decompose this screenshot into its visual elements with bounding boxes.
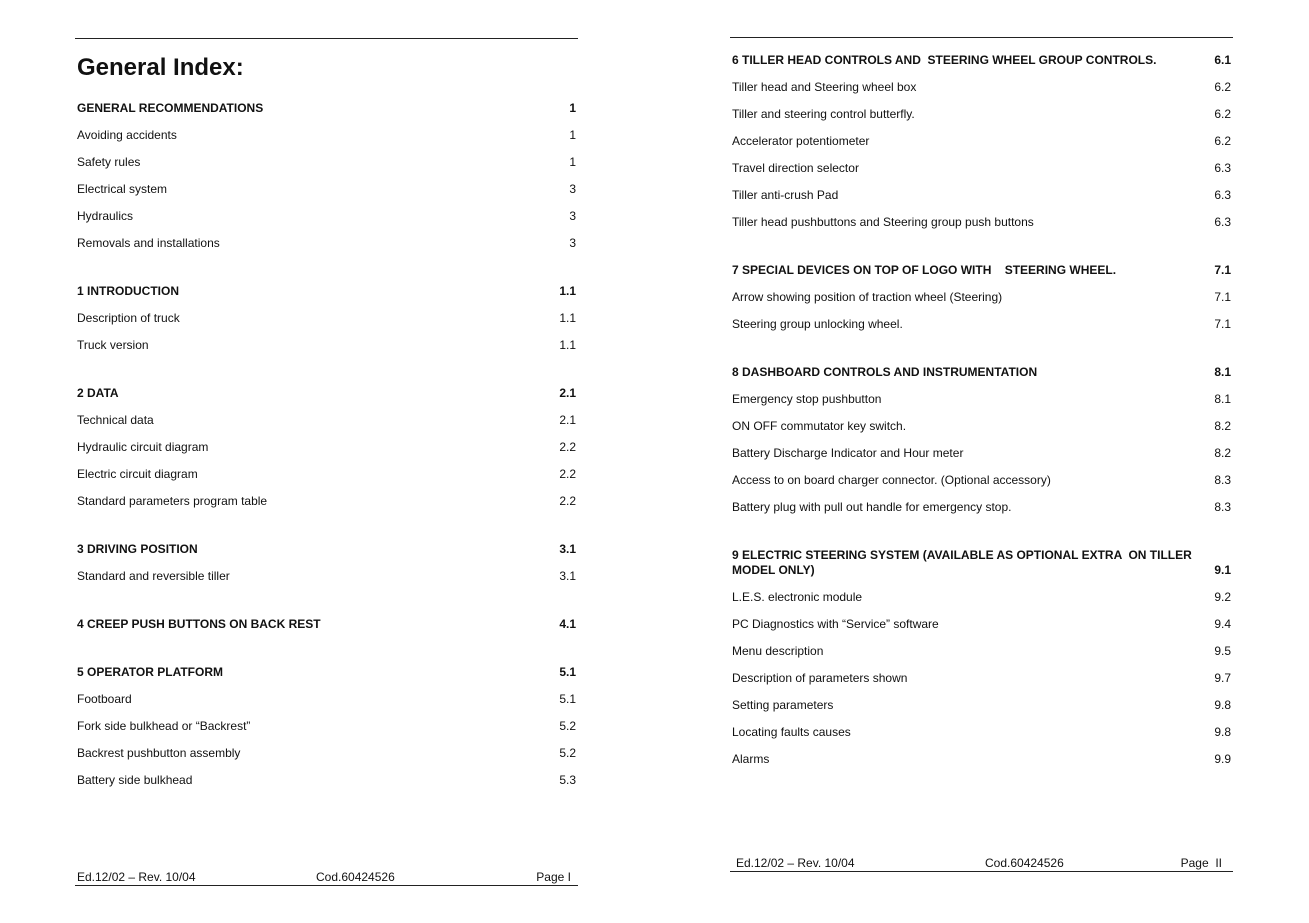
entry-page-number: 9.5 [1214,644,1231,658]
entry-label: Hydraulic circuit diagram [77,440,209,454]
entry-label: 5 OPERATOR PLATFORM [77,665,224,679]
entry-page-number: 9.2 [1214,590,1231,604]
entry-label: 6 TILLER HEAD CONTROLS AND STEERING WHEEL GROUP CONTROLS. [732,53,1157,67]
entry-page-number: 2.2 [559,494,576,508]
index-section-heading[interactable] [732,548,1231,590]
index-section-heading[interactable] [732,53,1231,80]
entry-label: Battery side bulkhead [77,773,193,787]
index-entry[interactable] [77,569,576,596]
entry-label: Safety rules [77,155,141,169]
entry-page-number: 1.1 [559,338,576,352]
entry-label: 7 SPECIAL DEVICES ON TOP OF LOGO WITH STEERING WHEEL. [732,263,1117,277]
index-entry[interactable] [732,290,1231,317]
index-entry[interactable] [732,698,1231,725]
index-entry[interactable] [77,182,576,209]
index-entry[interactable] [732,107,1231,134]
entry-page-number: 6.3 [1214,215,1231,229]
entry-label: 9 ELECTRIC STEERING SYSTEM (AVAILABLE AS OPTIONAL EXTRA ON TILLER MODEL ONLY) [732,548,1196,577]
index-section-heading[interactable] [77,617,576,644]
entry-page-number: 5.1 [559,665,576,679]
entry-label: 2 DATA [77,386,119,400]
index-section-heading[interactable] [77,542,576,569]
footer-page-number: Page II [1180,856,1222,870]
index-entry[interactable] [77,338,576,365]
entry-label: Backrest pushbutton assembly [77,746,241,760]
index-entry[interactable] [732,725,1231,752]
entry-label: GENERAL RECOMMENDATIONS [77,101,264,115]
index-entry[interactable] [732,215,1231,242]
entry-label: Accelerator potentiometer [732,134,870,148]
index-entry[interactable] [77,746,576,773]
entry-label: Menu description [732,644,824,658]
index-entry[interactable] [732,752,1231,779]
index-section-heading[interactable] [732,263,1231,290]
index-entry[interactable] [732,134,1231,161]
index-entry[interactable] [732,671,1231,698]
index-entry[interactable] [732,161,1231,188]
index-entry[interactable] [77,413,576,440]
entry-label: Setting parameters [732,698,834,712]
entry-label: Arrow showing position of traction wheel (Steering) [732,290,1003,304]
entry-label: Travel direction selector [732,161,859,175]
index-entry[interactable] [732,392,1231,419]
entry-label: ON OFF commutator key switch. [732,419,907,433]
index-entry[interactable] [732,644,1231,671]
entry-page-number: 8.1 [1214,392,1231,406]
index-entry[interactable] [77,236,576,263]
index-entry[interactable] [732,188,1231,215]
entry-page-number: 9.1 [1214,563,1231,577]
entry-label: Removals and installations [77,236,220,250]
entry-page-number: 8.1 [1214,365,1231,379]
index-entry[interactable] [77,209,576,236]
entry-label: Locating faults causes [732,725,851,739]
entry-page-number: 9.7 [1214,671,1231,685]
entry-page-number: 5.1 [559,692,576,706]
index-entry[interactable] [77,494,576,521]
entry-page-number: 5.2 [559,719,576,733]
entry-page-number: 1 [569,155,576,169]
index-entry[interactable] [77,773,576,800]
entry-page-number: 8.3 [1214,473,1231,487]
entry-page-number: 2.1 [559,386,576,400]
entry-label: Tiller and steering control butterfly. [732,107,915,121]
entry-label: Alarms [732,752,770,766]
entry-page-number: 1.1 [559,284,576,298]
index-entry[interactable] [77,128,576,155]
entry-page-number: 1.1 [559,311,576,325]
entry-page-number: 2.2 [559,440,576,454]
index-entry[interactable] [77,155,576,182]
index-entry[interactable] [77,440,576,467]
index-entry[interactable] [77,719,576,746]
entry-page-number: 2.1 [559,413,576,427]
entry-page-number: 4.1 [559,617,576,631]
entry-page-number: 6.3 [1214,161,1231,175]
index-section-heading[interactable] [77,101,576,128]
right-page [730,0,1233,923]
entry-label: 4 CREEP PUSH BUTTONS ON BACK REST [77,617,321,631]
entry-label: 3 DRIVING POSITION [77,542,198,556]
entry-page-number: 9.8 [1214,698,1231,712]
footer-edition: Ed.12/02 – Rev. 10/04 [77,870,196,884]
entry-page-number: 7.1 [1214,317,1231,331]
index-entry[interactable] [732,473,1231,500]
index-list [77,101,576,800]
entry-label: Tiller anti-crush Pad [732,188,839,202]
index-entry[interactable] [732,590,1231,617]
entry-label: Fork side bulkhead or “Backrest” [77,719,251,733]
index-entry[interactable] [732,317,1231,344]
entry-label: Technical data [77,413,154,427]
index-section-heading[interactable] [77,386,576,413]
entry-page-number: 9.9 [1214,752,1231,766]
left-page [75,0,578,923]
entry-label: Tiller head pushbuttons and Steering group push buttons [732,215,1034,229]
entry-page-number: 3 [569,209,576,223]
entry-page-number: 6.3 [1214,188,1231,202]
header-rule [75,38,578,39]
entry-page-number: 6.1 [1214,53,1231,67]
entry-page-number: 1 [569,128,576,142]
entry-label: Electrical system [77,182,168,196]
footer-code: Cod.60424526 [985,856,1064,870]
index-entry[interactable] [732,617,1231,644]
entry-page-number: 5.2 [559,746,576,760]
index-entry[interactable] [732,446,1231,473]
footer-rule [75,885,578,886]
index-entry[interactable] [77,692,576,719]
entry-label: Access to on board charger connector. (Optional accessory) [732,473,1051,487]
entry-page-number: 8.2 [1214,419,1231,433]
index-section-heading[interactable] [732,365,1231,392]
entry-page-number: 8.2 [1214,446,1231,460]
entry-page-number: 9.4 [1214,617,1231,631]
footer-edition: Ed.12/02 – Rev. 10/04 [736,856,855,870]
entry-label: Footboard [77,692,132,706]
index-entry[interactable] [732,500,1231,527]
index-entry[interactable] [732,80,1231,107]
entry-page-number: 5.3 [559,773,576,787]
entry-page-number: 6.2 [1214,134,1231,148]
entry-page-number: 3.1 [559,569,576,583]
index-entry[interactable] [77,311,576,338]
header-rule [730,37,1233,38]
entry-page-number: 1 [569,101,576,115]
entry-label: PC Diagnostics with “Service” software [732,617,939,631]
index-entry[interactable] [732,419,1231,446]
entry-label: Emergency stop pushbutton [732,392,882,406]
entry-label: Description of truck [77,311,180,325]
footer-page-number: Page I [536,870,571,884]
entry-label: Electric circuit diagram [77,467,198,481]
entry-page-number: 8.3 [1214,500,1231,514]
page-title: General Index: [77,54,244,81]
entry-page-number: 7.1 [1214,263,1231,277]
entry-label: Tiller head and Steering wheel box [732,80,917,94]
entry-page-number: 7.1 [1214,290,1231,304]
entry-page-number: 6.2 [1214,80,1231,94]
index-list [732,53,1231,779]
index-section-heading[interactable] [77,665,576,692]
entry-label: 1 INTRODUCTION [77,284,179,298]
entry-page-number: 3 [569,236,576,250]
footer-code: Cod.60424526 [316,870,395,884]
entry-label: Truck version [77,338,149,352]
entry-page-number: 6.2 [1214,107,1231,121]
entry-page-number: 3.1 [559,542,576,556]
entry-label: Standard parameters program table [77,494,268,508]
entry-label: Hydraulics [77,209,134,223]
entry-page-number: 3 [569,182,576,196]
entry-label: Steering group unlocking wheel. [732,317,903,331]
entry-label: Description of parameters shown [732,671,908,685]
entry-label: Battery plug with pull out handle for emergency stop. [732,500,1012,514]
index-section-heading[interactable] [77,284,576,311]
entry-label: Avoiding accidents [77,128,177,142]
entry-label: L.E.S. electronic module [732,590,863,604]
entry-label: Battery Discharge Indicator and Hour meter [732,446,964,460]
footer-rule [730,871,1233,872]
entry-page-number: 2.2 [559,467,576,481]
entry-label: Standard and reversible tiller [77,569,230,583]
index-entry[interactable] [77,467,576,494]
entry-label: 8 DASHBOARD CONTROLS AND INSTRUMENTATION [732,365,1038,379]
entry-page-number: 9.8 [1214,725,1231,739]
